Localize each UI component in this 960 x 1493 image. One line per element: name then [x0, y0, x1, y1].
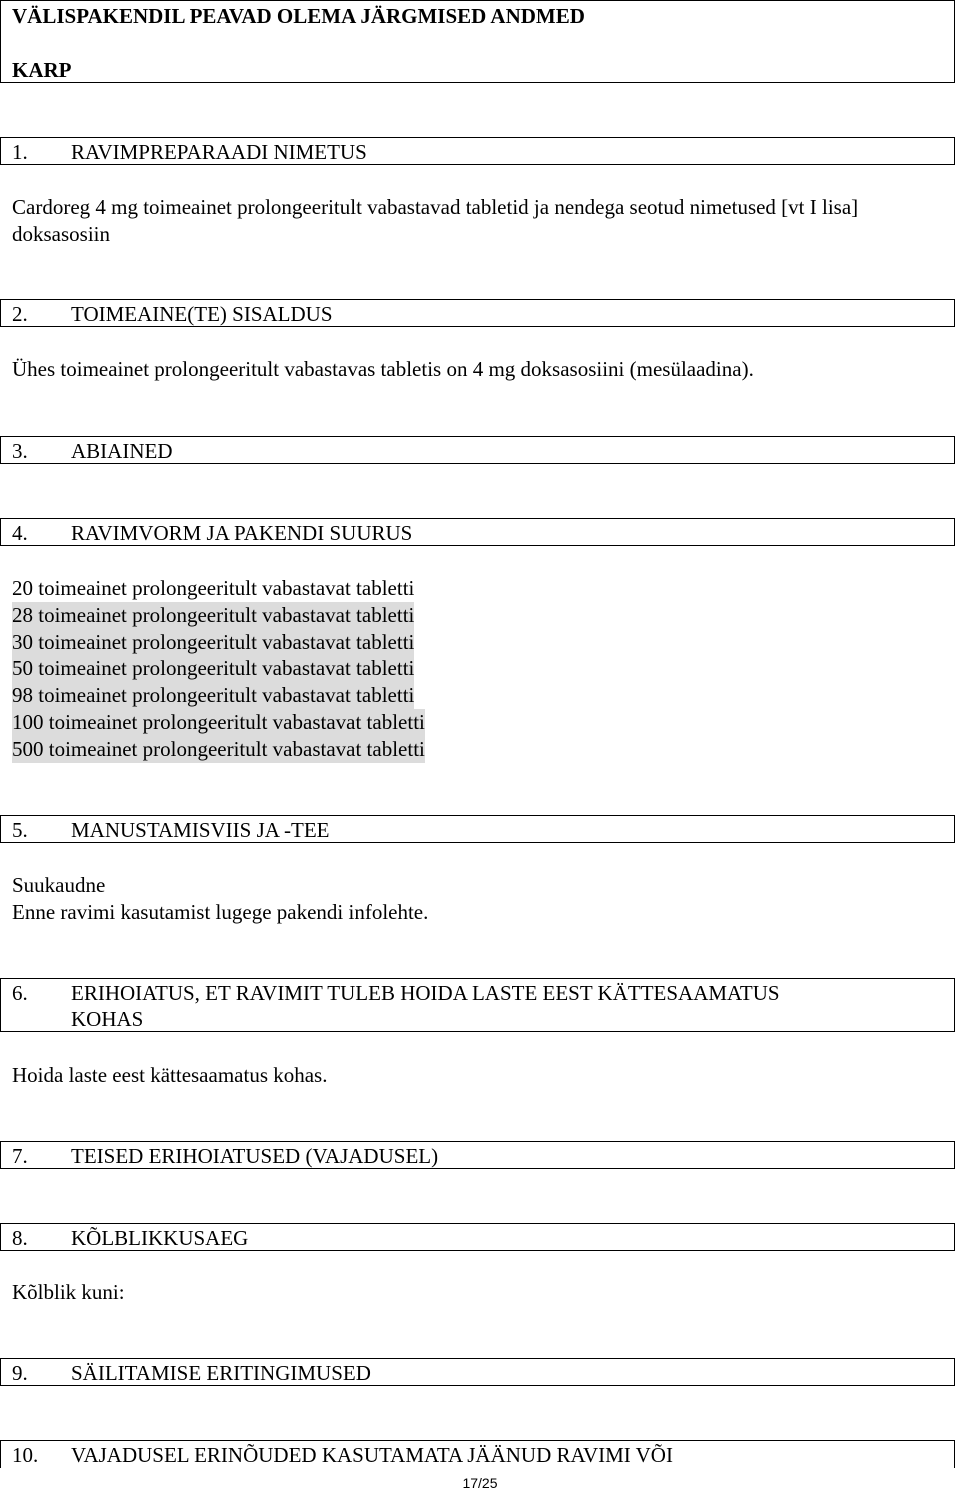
section-number: 5.	[12, 818, 28, 842]
section-title: KÕLBLIKKUSAEG	[71, 1226, 249, 1250]
section-3-header	[0, 436, 955, 464]
list-item: 28 toimeainet prolongeeritult vabastavat tabletti	[12, 602, 415, 627]
product-name-line2: doksasosiin	[12, 221, 111, 246]
route-text	[12, 872, 428, 925]
section-9-header	[0, 1358, 955, 1386]
header-subtitle: KARP	[12, 58, 72, 82]
header-box	[0, 0, 955, 83]
section-title: RAVIMPREPARAADI NIMETUS	[71, 140, 367, 164]
active-substance-text: Ühes toimeainet prolongeeritult vabastavas tabletis on 4 mg doksasosiini (mesülaadina).	[12, 357, 754, 381]
section-number: 10.	[12, 1443, 39, 1467]
section-title-line2: KOHAS	[71, 1007, 144, 1031]
children-warning-text: Hoida laste eest kättesaamatus kohas.	[12, 1063, 328, 1087]
list-item: 100 toimeainet prolongeeritult vabastavat tabletti	[12, 709, 425, 734]
section-number: 2.	[12, 302, 28, 326]
section-title: ABIAINED	[71, 439, 173, 463]
section-number: 3.	[12, 439, 28, 463]
section-8-header	[0, 1223, 955, 1251]
section-title: VAJADUSEL ERINÕUDED KASUTAMATA JÄÄNUD RAVIMI VÕI	[71, 1443, 673, 1467]
section-title-line1: ERIHOIATUS, ET RAVIMIT TULEB HOIDA LASTE EEST KÄTTESAAMATUS	[71, 981, 780, 1005]
list-item: 98 toimeainet prolongeeritult vabastavat tabletti	[12, 683, 415, 708]
route-line1: Suukaudne	[12, 873, 106, 897]
section-10-header	[0, 1440, 955, 1468]
section-number: 4.	[12, 521, 28, 545]
section-title: TOIMEAINE(TE) SISALDUS	[71, 302, 333, 326]
section-number: 7.	[12, 1144, 28, 1168]
section-number: 9.	[12, 1361, 28, 1385]
section-title: MANUSTAMISVIIS JA -TEE	[71, 818, 330, 842]
section-7-header	[0, 1141, 955, 1169]
expiry-text: Kõlblik kuni:	[12, 1280, 125, 1304]
product-name	[12, 194, 858, 247]
section-number: 8.	[12, 1226, 28, 1250]
list-item: 30 toimeainet prolongeeritult vabastavat tabletti	[12, 629, 415, 654]
product-name-line1: Cardoreg 4 mg toimeainet prolongeeritult vabastavad tabletid ja nendega seotud nimetused [vt I lisa]	[12, 195, 859, 219]
section-number: 1.	[12, 140, 28, 164]
section-1-header	[0, 137, 955, 165]
list-item: 500 toimeainet prolongeeritult vabastavat tabletti	[12, 736, 425, 761]
section-4-header	[0, 518, 955, 546]
list-item: 20 toimeainet prolongeeritult vabastavat tabletti	[12, 576, 415, 600]
section-5-header	[0, 815, 955, 843]
pack-sizes-list	[12, 575, 425, 763]
list-item: 50 toimeainet prolongeeritult vabastavat tabletti	[12, 656, 415, 681]
page-number: 17/25	[462, 1475, 498, 1491]
section-6-header	[0, 978, 955, 1032]
section-title: SÄILITAMISE ERITINGIMUSED	[71, 1361, 371, 1385]
section-title	[71, 980, 780, 1032]
header-title: VÄLISPAKENDIL PEAVAD OLEMA JÄRGMISED ANDMED	[12, 4, 585, 28]
section-title: RAVIMVORM JA PAKENDI SUURUS	[71, 521, 413, 545]
route-line2: Enne ravimi kasutamist lugege pakendi infolehte.	[12, 899, 429, 924]
section-2-header	[0, 299, 955, 327]
section-number: 6.	[12, 981, 28, 1005]
section-title: TEISED ERIHOIATUSED (VAJADUSEL)	[71, 1144, 439, 1168]
